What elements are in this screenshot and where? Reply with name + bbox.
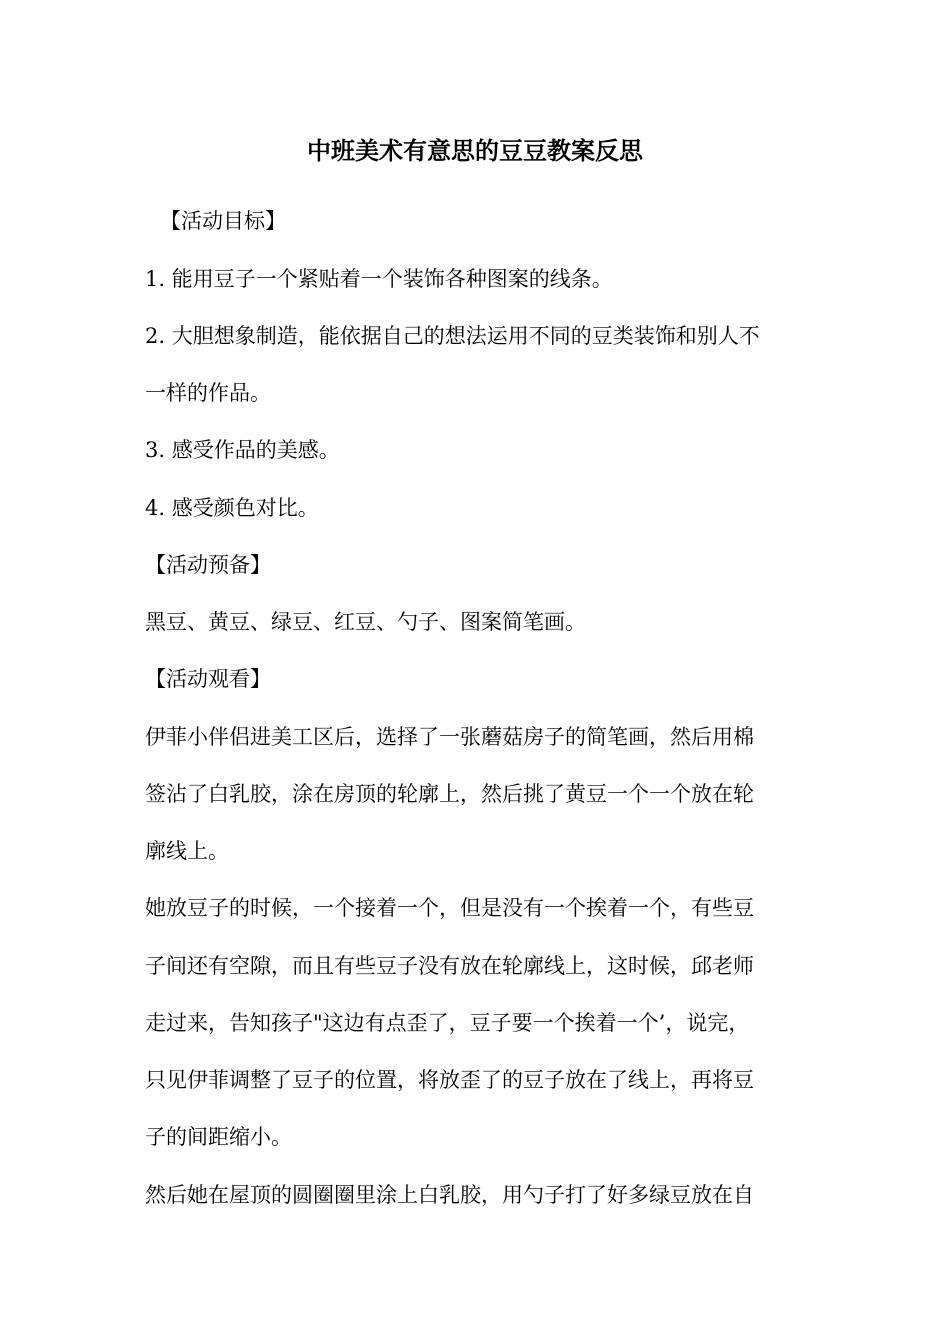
paragraph-line: 只见伊菲调整了豆子的位置，将放歪了的豆子放在了线上，再将豆 [145, 1068, 754, 1092]
section-heading-goals: 【活动目标】 [160, 209, 286, 233]
section-heading-preparation: 【活动预备】 [145, 553, 271, 577]
paragraph-line: 走过来，告知孩子"这边有点歪了，豆子要一个挨着一个’，说完， [145, 1011, 750, 1035]
paragraph-line: 然后她在屋顶的圆圈圈里涂上白乳胶，用勺子打了好多绿豆放在自 [145, 1183, 754, 1207]
paragraph-line: 黑豆、黄豆、绿豆、红豆、勺子、图案简笔画。 [145, 610, 586, 634]
paragraph-line: 签沾了白乳胶，涂在房顶的轮廓上，然后挑了黄豆一个一个放在轮 [145, 782, 754, 806]
paragraph-line: 廓线上。 [145, 839, 229, 863]
paragraph-line: 4. 感受颜色对比。 [145, 496, 319, 520]
paragraph-line: 伊菲小伴侣进美工区后，选择了一张蘑菇房子的简笔画，然后用棉 [145, 725, 754, 749]
paragraph-line: 1. 能用豆子一个紧贴着一个装饰各种图案的线条。 [145, 267, 613, 291]
paragraph-line: 子间还有空隙，而且有些豆子没有放在轮廓线上，这时候，邱老师 [145, 954, 754, 978]
paragraph-line: 她放豆子的时候，一个接着一个，但是没有一个挨着一个，有些豆 [145, 896, 754, 920]
paragraph-line: 3. 感受作品的美感。 [145, 438, 340, 462]
document-title: 中班美术有意思的豆豆教案反思 [307, 136, 643, 165]
section-heading-observation: 【活动观看】 [145, 667, 271, 691]
paragraph-line: 2. 大胆想象制造，能依据自己的想法运用不同的豆类装饰和别人不 [145, 324, 760, 348]
paragraph-line: 子的间距缩小。 [145, 1125, 292, 1149]
paragraph-line: 一样的作品。 [145, 381, 271, 405]
